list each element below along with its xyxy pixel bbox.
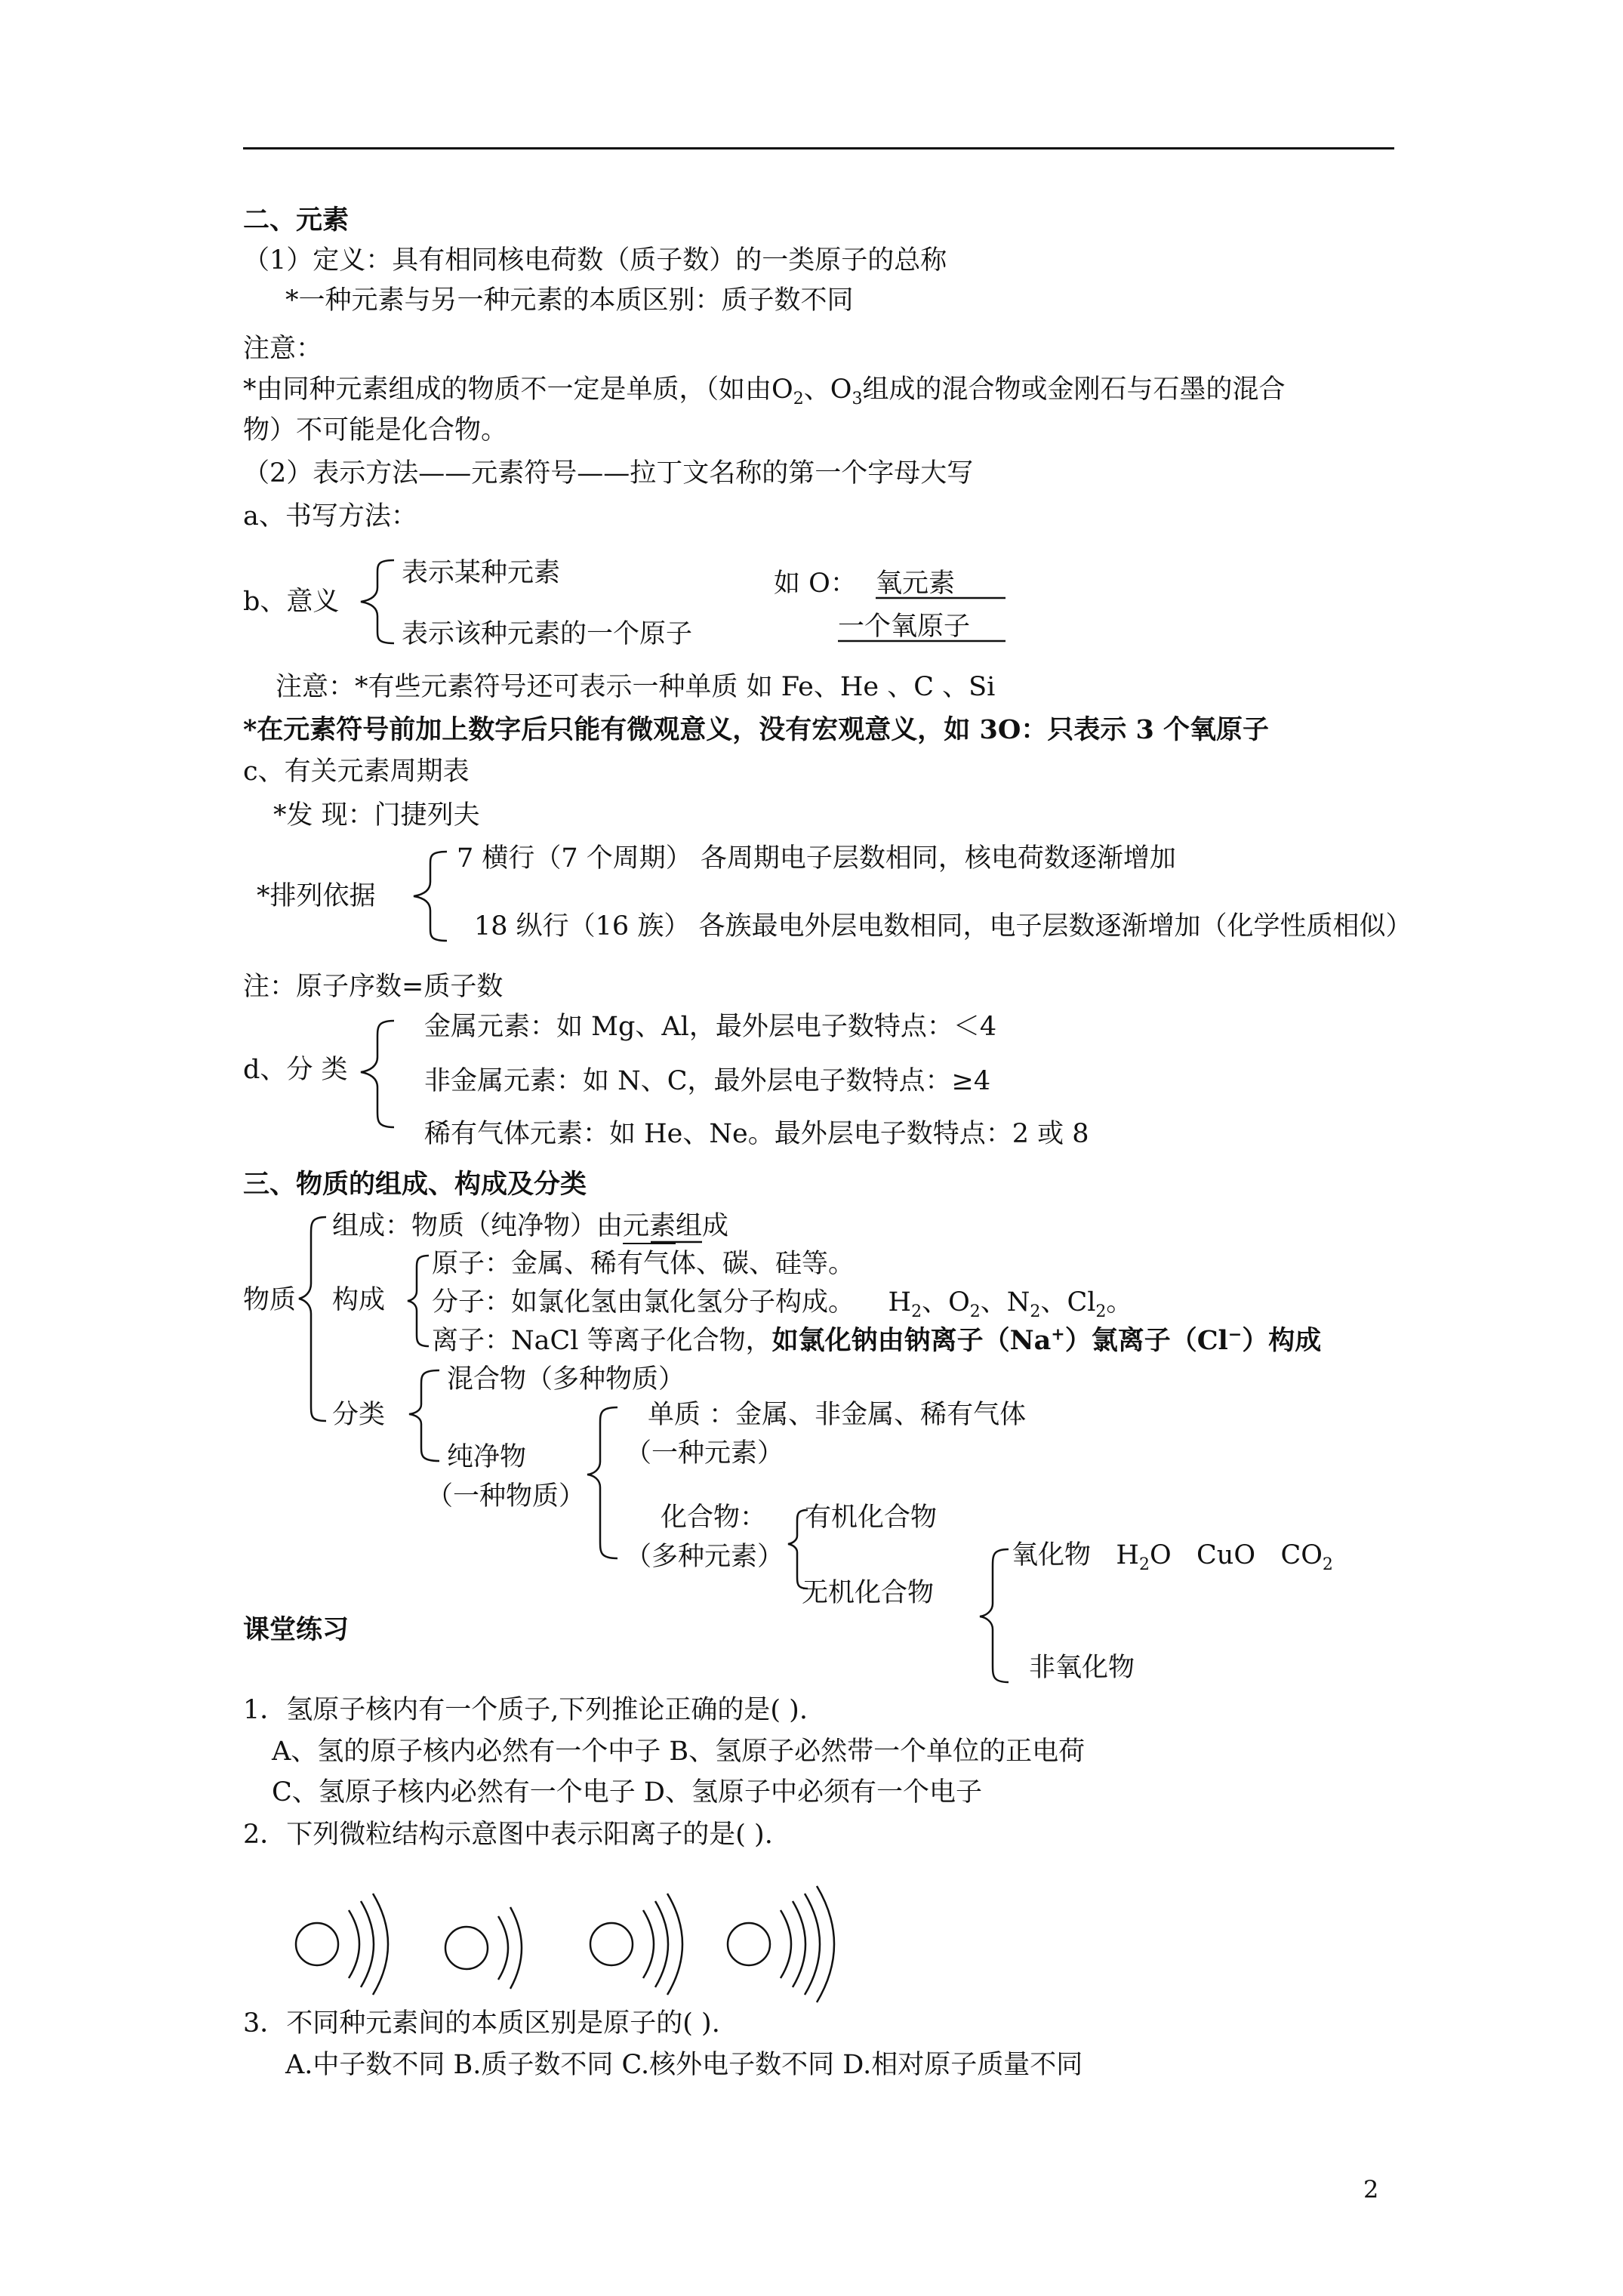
example-atom: 一个氧原子	[838, 612, 971, 642]
pure-brace	[587, 1407, 617, 1558]
elementary-substance: 单质 ：金属、非金属、稀有气体	[648, 1400, 1027, 1430]
classification-label: d、分 类	[243, 1055, 348, 1085]
oxide-line: 氧化物 $H_2O$ CuO $CO_2$	[1012, 1540, 1333, 1574]
pure-substance: 纯净物	[447, 1442, 527, 1472]
note-symbol-substance: 注意：*有些元素符号还可表示一种单质 如 Fe、He 、C 、Si	[276, 672, 996, 702]
atom-diagram-3	[590, 1894, 682, 1995]
class-noble-gas: 稀有气体元素：如 He、Ne。最外层电子数特点：2 或 8	[424, 1119, 1089, 1149]
inorganic-compound: 无机化合物	[802, 1578, 935, 1608]
definition-line: （1）定义：具有相同核电荷数（质子数）的一类原子的总称	[243, 245, 947, 276]
classification-brace	[361, 1021, 394, 1127]
example-element: 氧元素	[876, 569, 956, 599]
discoverer-line: *发 现：门捷列夫	[273, 800, 480, 831]
atom-diagram-4	[728, 1886, 834, 2002]
inorganic-brace	[980, 1549, 1009, 1682]
meaning-element: 表示某种元素	[402, 558, 561, 588]
representation-line: （2）表示方法——元素符号——拉丁文名称的第一个字母大写	[243, 458, 974, 488]
composition-line: 组成：物质（纯净物）由元素组成	[332, 1210, 728, 1243]
question-3: 3．不同种元素间的本质区别是原子的( ).	[243, 2008, 720, 2039]
atom-diagram-2	[445, 1907, 522, 1989]
essence-line: *一种元素与另一种元素的本质区别：质子数不同	[285, 285, 854, 316]
elementary-substance-note: （一种元素）	[625, 1438, 784, 1469]
periodic-table-label: c、有关元素周期表	[243, 757, 470, 787]
arrange-columns: 18 纵行（16 族） 各族最电外层电数相同，电子层数逐渐增加（化学性质相似）	[474, 911, 1412, 942]
note-line-1: *由同种元素组成的物质不一定是单质，（如由$O_2$、$O_3$组成的混合物或金刚石与石墨的混合	[243, 374, 1286, 408]
atomic-number-note: 注：原子序数=质子数	[243, 972, 504, 1002]
non-oxide: 非氧化物	[1029, 1653, 1135, 1683]
class-nonmetal: 非金属元素：如 N、C，最外层电子数特点：≥4	[424, 1066, 991, 1096]
arrange-brace	[414, 852, 447, 941]
atom-diagram-1	[296, 1894, 388, 1995]
compound-label: 化合物：	[661, 1502, 767, 1533]
arrange-rows: 7 横行（7 个周期） 各周期电子层数相同，核电荷数逐渐增加	[457, 843, 1176, 874]
note-label: 注意：	[243, 334, 323, 364]
arrange-label: *排列依据	[257, 881, 376, 911]
classification-branch: 分类	[332, 1400, 386, 1430]
structure-ion: 离子：NaCl 等离子化合物，如氯化钠由钠离子（Na+）氯离子（Cl−）构成	[432, 1324, 1322, 1356]
compound-note: （多种元素）	[625, 1542, 784, 1572]
classify-brace	[409, 1370, 439, 1461]
structure-brace	[408, 1256, 429, 1346]
meaning-label: b、意义	[243, 587, 340, 617]
mixture-label: 混合物（多种物质）	[447, 1364, 685, 1395]
compound-brace	[788, 1510, 808, 1589]
structure-molecule: 分子：如氯化氢由氯化氢分子构成。 $H_2$、$O_2$、$N_2$、$Cl_2$。	[432, 1287, 1133, 1321]
structure-atom: 原子：金属、稀有气体、碳、硅等。	[432, 1249, 855, 1279]
matter-brace	[299, 1217, 326, 1421]
class-metal: 金属元素：如 Mg、Al，最外层电子数特点：＜4	[424, 1012, 997, 1042]
note-line-2: 物）不可能是化合物。	[243, 415, 508, 445]
question-1-options-ab: A、氢的原子核内必然有一个中子 B、氢原子必然带一个单位的正电荷	[272, 1737, 1086, 1767]
page-number: 2	[1363, 2175, 1379, 2204]
question-1: 1．氢原子核内有一个质子,下列推论正确的是( ).	[243, 1695, 808, 1725]
structure-label: 构成	[332, 1285, 386, 1315]
meaning-brace	[361, 560, 394, 643]
section3-heading: 三、物质的组成、构成及分类	[243, 1169, 587, 1200]
practice-heading: 课堂练习	[243, 1614, 350, 1645]
note-number-prefix: *在元素符号前加上数字后只能有微观意义，没有宏观意义，如 3O：只表示 3 个氧原子	[243, 714, 1270, 745]
example-prefix: 如 O：	[774, 569, 857, 599]
meaning-atom: 表示该种元素的一个原子	[402, 619, 693, 649]
section-heading: 二、元素	[243, 205, 350, 236]
question-3-options: A.中子数不同 B.质子数不同 C.核外电子数不同 D.相对原子质量不同	[285, 2050, 1083, 2080]
matter-label: 物质	[243, 1285, 297, 1315]
writing-method: a、书写方法：	[243, 501, 417, 532]
question-1-options-cd: C、氢原子核内必然有一个电子 D、氢原子中必须有一个电子	[272, 1777, 982, 1808]
pure-substance-note: （一种物质）	[427, 1481, 586, 1512]
organic-compound: 有机化合物	[805, 1502, 938, 1533]
question-2: 2．下列微粒结构示意图中表示阳离子的是( ).	[243, 1820, 773, 1850]
